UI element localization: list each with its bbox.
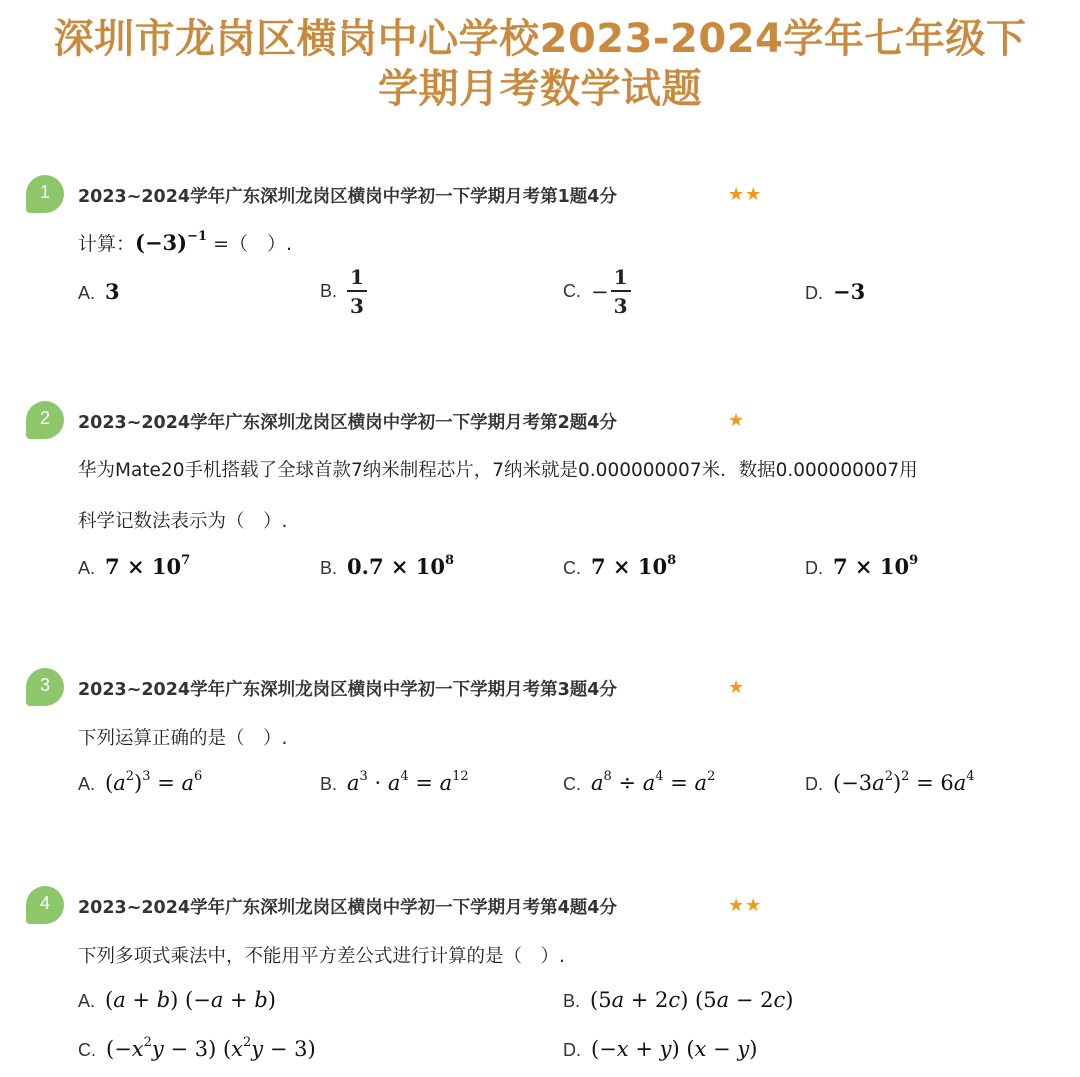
question-header: 2023~2024学年广东深圳龙岗区横岗中学初一下学期月考第4题4分 xyxy=(78,898,617,918)
option-formula: $a^8 \div a^4 = a^2$ xyxy=(591,769,716,795)
option-a[interactable] xyxy=(78,279,120,304)
option-formula: $(-x^2y - 3) (x^2y - 3)$ xyxy=(106,1035,316,1061)
question-number-badge-icon: 1 xyxy=(26,175,64,213)
fraction-denominator: 3 xyxy=(613,294,628,318)
option-d[interactable] xyxy=(805,771,975,795)
option-c[interactable] xyxy=(78,1037,316,1061)
option-formula: $a^3 \cdot a^4 = a^{12}$ xyxy=(347,769,469,795)
option-label: D. xyxy=(805,283,823,303)
option-b[interactable] xyxy=(320,266,367,317)
negative-sign: − xyxy=(591,279,609,304)
option-formula: (−x + y) (x − y) xyxy=(591,1037,758,1061)
option-label: D. xyxy=(805,774,823,794)
question-stem: 下列运算正确的是（ ）. xyxy=(78,728,288,749)
option-d[interactable] xyxy=(805,554,918,579)
question-header: 2023~2024学年广东深圳龙岗区横岗中学初一下学期月考第1题4分 xyxy=(78,187,617,207)
question-number-badge-icon: 2 xyxy=(26,401,64,439)
fraction-denominator: 3 xyxy=(350,294,364,318)
question-stem: 下列多项式乘法中，不能用平方差公式进行计算的是（ ）. xyxy=(78,946,565,967)
option-label: C. xyxy=(563,558,581,578)
question-header: 2023~2024学年广东深圳龙岗区横岗中学初一下学期月考第3题4分 xyxy=(78,680,617,700)
option-label: A. xyxy=(78,283,96,303)
option-label: A. xyxy=(78,991,96,1011)
value-exponent: 8 xyxy=(445,553,455,568)
option-a[interactable] xyxy=(78,771,202,795)
option-value xyxy=(347,554,454,579)
question-number-badge-icon: 3 xyxy=(26,668,64,706)
option-label: C. xyxy=(563,281,581,301)
value-exponent: 8 xyxy=(667,553,677,568)
difficulty-stars-icon: ★ xyxy=(728,677,746,698)
option-label: D. xyxy=(563,1040,581,1060)
option-label: A. xyxy=(78,774,96,794)
question-number-badge-icon: 4 xyxy=(26,886,64,924)
option-label: C. xyxy=(78,1040,96,1060)
value-base: 7 × 10 xyxy=(833,554,910,579)
option-a[interactable] xyxy=(78,554,190,579)
option-label: D. xyxy=(805,558,823,578)
fraction-numerator: 1 xyxy=(347,266,367,292)
stem-prefix: 计算： xyxy=(78,233,136,255)
option-value: 3 xyxy=(105,279,120,304)
fraction xyxy=(347,266,367,317)
option-label: B. xyxy=(320,558,338,578)
difficulty-stars-icon: ★★ xyxy=(728,895,763,916)
option-d[interactable] xyxy=(805,279,865,304)
option-formula: (a + b) (−a + b) xyxy=(105,988,276,1012)
option-formula: $(-3a^2)^2 = 6a^4$ xyxy=(833,769,975,795)
option-label: C. xyxy=(563,774,581,794)
question-stem-line-2: 科学记数法表示为（ ）. xyxy=(78,511,288,532)
page-title xyxy=(0,14,1080,114)
option-b[interactable] xyxy=(320,554,454,579)
option-value xyxy=(833,554,918,579)
value-exponent: 9 xyxy=(909,553,919,568)
title-line-2: 学期月考数学试题 xyxy=(378,66,702,112)
option-value: −3 xyxy=(833,279,866,304)
fraction-numerator: 1 xyxy=(611,266,631,292)
stem-base: (−3) xyxy=(135,230,188,255)
option-b[interactable] xyxy=(563,988,793,1012)
question-stem-line-1: 华为Mate20手机搭载了全球首款7纳米制程芯片，7纳米就是0.000000007米．数据0.000000007用 xyxy=(78,460,918,481)
fraction xyxy=(611,266,631,317)
value-exponent: 7 xyxy=(181,553,191,568)
value-base: 0.7 × 10 xyxy=(347,554,445,579)
value-base: 7 × 10 xyxy=(105,554,182,579)
stem-exponent: −1 xyxy=(187,229,208,244)
option-a[interactable] xyxy=(78,988,276,1012)
option-value xyxy=(105,554,190,579)
option-label: B. xyxy=(320,774,338,794)
option-d[interactable] xyxy=(563,1037,757,1061)
stem-suffix: =（ ）. xyxy=(207,233,293,255)
title-line-1: 深圳市龙岗区横岗中心学校2023-2024学年七年级下 xyxy=(53,16,1027,62)
option-label: A. xyxy=(78,558,96,578)
option-formula: $(a^2)^3 = a^6$ xyxy=(105,769,203,795)
option-value xyxy=(591,554,676,579)
difficulty-stars-icon: ★ xyxy=(728,410,746,431)
value-base: 7 × 10 xyxy=(591,554,668,579)
option-c[interactable] xyxy=(563,266,631,317)
option-label: B. xyxy=(563,991,581,1011)
question-header: 2023~2024学年广东深圳龙岗区横岗中学初一下学期月考第2题4分 xyxy=(78,413,617,433)
difficulty-stars-icon: ★★ xyxy=(728,184,763,205)
option-label: B. xyxy=(320,281,338,301)
option-c[interactable] xyxy=(563,554,676,579)
option-b[interactable] xyxy=(320,771,469,795)
stem-math xyxy=(135,230,207,255)
question-stem xyxy=(78,229,292,256)
option-formula: (5a + 2c) (5a − 2c) xyxy=(590,988,794,1012)
option-c[interactable] xyxy=(563,771,715,795)
